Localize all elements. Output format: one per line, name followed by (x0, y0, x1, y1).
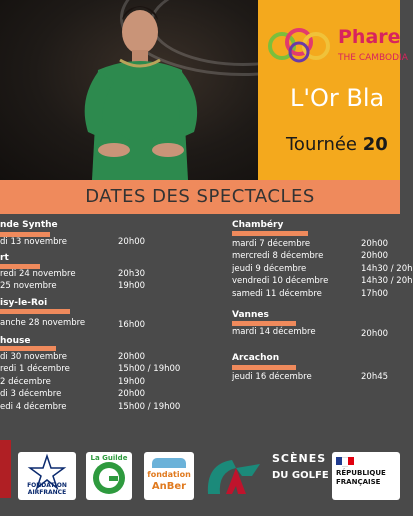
performance-time: 14h30 / 20h (361, 264, 413, 274)
brand-subtitle: THE CAMBODIA (338, 53, 408, 63)
performer-figure (58, 0, 218, 180)
performance-date: samedi 11 décembre (232, 289, 322, 299)
performance-time: 20h30 (118, 269, 146, 279)
venue-underline (0, 309, 70, 314)
performance-date: 2 décembre (0, 377, 51, 387)
performance-date: 25 novembre (0, 281, 57, 291)
performance-date: anche 28 novembre (0, 318, 86, 328)
performance-date: edi 4 décembre (0, 402, 67, 412)
schedule-section (0, 214, 413, 440)
partner-logo-fondation-anber (144, 452, 194, 500)
performance-time: 20h00 (361, 329, 389, 339)
venue-city: Chambéry (232, 220, 284, 230)
venue-underline (232, 321, 296, 326)
phare-logo-icon (266, 22, 332, 66)
performance-time: 15h00 / 19h00 (118, 364, 181, 374)
performance-time: 20h00 (118, 352, 146, 362)
performance-time: 14h30 / 20h (361, 276, 413, 286)
partner-caption: DU GOLFE (272, 470, 329, 481)
performance-date: di 3 décembre (0, 389, 62, 399)
partner-caption: SCÈNES (272, 452, 327, 465)
performance-date: mercredi 8 décembre (232, 251, 324, 261)
partner-logo-la-guilde (86, 452, 132, 500)
venue-city: house (0, 336, 31, 346)
show-title: L'Or Bla (290, 84, 385, 112)
partner-caption: La Guilde (90, 454, 128, 462)
partner-caption: RÉPUBLIQUE (336, 469, 386, 477)
performer-photo (0, 0, 258, 180)
dates-banner-title: DATES DES SPECTACLES (85, 186, 315, 207)
performance-date: jeudi 16 décembre (232, 372, 312, 382)
venue-underline (232, 365, 296, 370)
performance-date: redi 24 novembre (0, 269, 76, 279)
tour-label (286, 134, 388, 155)
partner-caption: FRANÇAISE (336, 478, 381, 486)
performance-date: di 13 novembre (0, 237, 68, 247)
performance-time: 20h00 (361, 239, 389, 249)
performance-date: mardi 14 décembre (232, 327, 316, 337)
partner-caption: FONDATION AIRFRANCE (27, 482, 67, 496)
performance-time: 20h45 (361, 372, 389, 382)
performance-time: 20h00 (361, 251, 389, 261)
hero-section (0, 0, 408, 180)
partner-logo-red (0, 440, 11, 498)
brand-name: Phare (338, 26, 401, 48)
performance-time: 16h00 (118, 320, 146, 330)
performance-time: 17h00 (361, 289, 389, 299)
venue-city: Arcachon (232, 353, 280, 363)
tour-word: Tournée (286, 134, 357, 155)
performance-date: vendredi 10 décembre (232, 276, 329, 286)
partner-caption: AnBer (151, 481, 187, 492)
performance-time: 20h00 (118, 389, 146, 399)
partner-logo-republique-francaise (332, 452, 400, 500)
performance-date: redi 1 décembre (0, 364, 70, 374)
performance-time: 19h00 (118, 281, 146, 291)
performance-time: 20h00 (118, 237, 146, 247)
venue-city: rt (0, 253, 9, 263)
partner-logos (0, 440, 400, 516)
performance-time: 19h00 (118, 377, 146, 387)
performance-date: di 30 novembre (0, 352, 68, 362)
venue-underline (0, 346, 56, 351)
venue-city: isy-le-Roi (0, 298, 48, 308)
credit-agricole-logo-icon (202, 454, 264, 498)
venue-city: Vannes (232, 310, 269, 320)
venue-underline (232, 231, 308, 236)
tour-year: 20 (362, 134, 388, 155)
performance-time: 15h00 / 19h00 (118, 402, 181, 412)
performance-date: jeudi 9 décembre (232, 264, 307, 274)
anber-emblem-icon (152, 458, 186, 468)
performance-date: mardi 7 décembre (232, 239, 311, 249)
venue-city: nde Synthe (0, 220, 58, 230)
partner-logo-fondation-airfrance (18, 452, 76, 500)
partner-caption: fondation (147, 470, 191, 479)
